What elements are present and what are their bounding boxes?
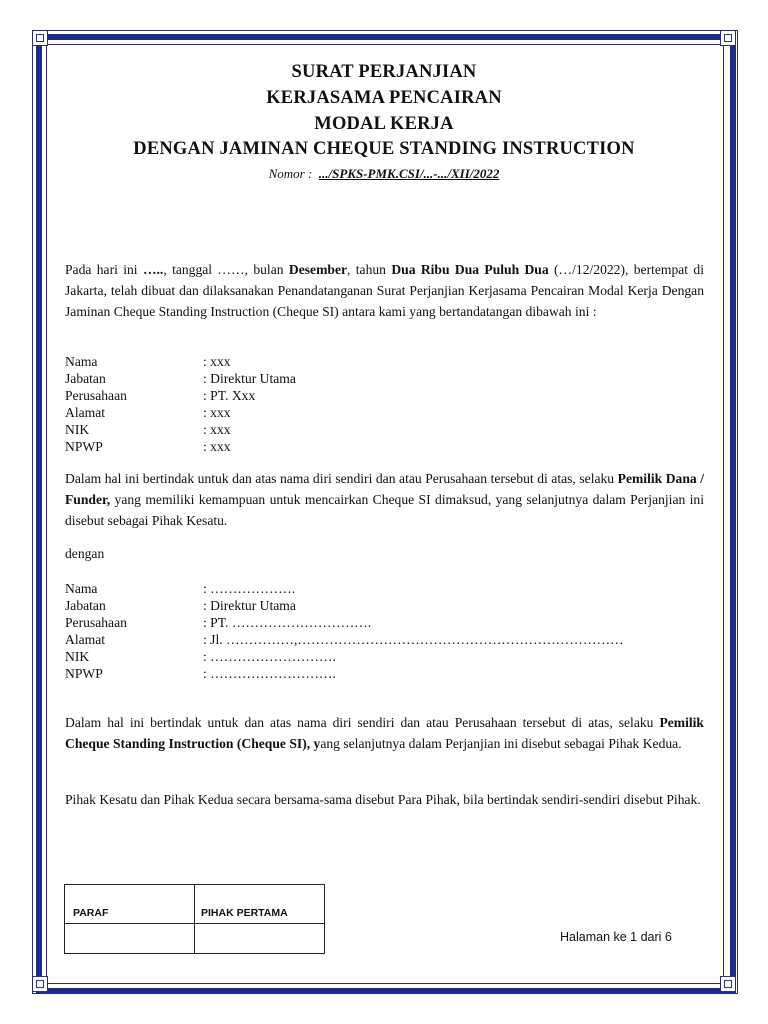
field-label: Nama [65, 354, 98, 369]
intro-year: Dua Ribu Dua Puluh Dua [391, 262, 549, 277]
page-number: Halaman ke 1 dari 6 [560, 930, 672, 944]
field-value: : ………………………. [203, 666, 336, 681]
dengan-text: dengan [65, 546, 105, 561]
field-label: Jabatan [65, 371, 106, 386]
field-value: : ………………………. [203, 649, 336, 664]
pihak-pertama-cell [195, 885, 325, 924]
paraf-sign-cell[interactable] [65, 924, 195, 954]
party1-field-row [65, 353, 231, 370]
party1-text: yang memiliki kemampuan untuk mencairkan Cheque SI dimaksud, yang selanjutnya dalam Perjanjian ini disebut sebagai Pihak Kesatu. [65, 492, 704, 528]
party1-role: Pemilik Dana / Funder, [65, 471, 705, 507]
intro-text: Pada hari ini [65, 262, 143, 277]
field-label: NIK [65, 649, 90, 664]
pihak-pertama-sign-cell[interactable] [195, 924, 325, 954]
party1-field-row [65, 404, 231, 421]
field-label: NIK [65, 422, 90, 437]
document-number-value: .../SPKS-PMK.CSI/...-.../XII/2022 [318, 166, 500, 181]
field-label: Alamat [65, 405, 106, 420]
field-value: : ………………. [203, 581, 296, 596]
party1-field-row [65, 438, 231, 455]
border-corner-bottom-left [32, 976, 48, 992]
party1-field-row [65, 421, 231, 438]
party2-description [65, 712, 704, 754]
field-label: Alamat [65, 632, 106, 647]
field-value: : PT. …………………………. [203, 615, 372, 630]
intro-paragraph [65, 259, 704, 322]
paraf-cell [65, 885, 195, 924]
paraf-table [64, 884, 325, 954]
closing-paragraph: Pihak Kesatu dan Pihak Kedua secara bersama-sama disebut Para Pihak, bila bertindak sendiri-sendiri disebut Pihak. [65, 792, 701, 807]
field-label: NPWP [65, 666, 103, 681]
party1-text: Dalam hal ini bertindak untuk dan atas nama diri sendiri dan atau Perusahaan tersebut di atas, selaku [65, 471, 618, 486]
paraf-label: PARAF [73, 907, 109, 919]
border-corner-top-left [32, 30, 48, 46]
document-number [0, 166, 768, 182]
field-value: : xxx [203, 405, 231, 420]
party2-role: Pemilik Cheque Standing Instruction (Cheque SI), y [65, 715, 704, 751]
intro-month: Desember [288, 262, 348, 277]
field-label: Jabatan [65, 598, 106, 613]
intro-text: , tanggal ……, bulan [163, 262, 289, 277]
intro-text: (…/12/2022), bertempat di Jakarta, telah dibuat dan dilaksanakan Penandatanganan Surat Perjanjian Kerjasama Pencairan Modal Kerja Dengan Jaminan Cheque Standing Instruction (Cheque SI) antara kami yang bertandatangan dibawah ini : [65, 262, 704, 319]
party1-description [65, 468, 704, 531]
document-number-label: Nomor : [268, 166, 313, 181]
border-corner-bottom-right [720, 976, 736, 992]
party1-field-row [65, 387, 255, 404]
party2-text: ang selanjutnya dalam Perjanjian ini disebut sebagai Pihak Kedua. [320, 736, 682, 751]
party2-field-row [65, 614, 371, 631]
border-corner-top-right [720, 30, 736, 46]
party2-field-row [65, 597, 296, 614]
party1-field-row [65, 370, 296, 387]
party2-field-row [65, 580, 295, 597]
party2-field-row [65, 648, 336, 665]
field-value: : xxx [203, 354, 231, 369]
field-value: : Jl. ……………,……………………………………………………………… [203, 632, 624, 647]
document-title-line-3: MODAL KERJA [314, 114, 454, 134]
party2-field-row [65, 665, 336, 682]
party2-field-row [65, 631, 624, 648]
field-value: : Direktur Utama [203, 598, 296, 613]
field-value: : PT. Xxx [203, 388, 256, 403]
field-label: Perusahaan [65, 388, 127, 403]
field-value: : xxx [203, 439, 231, 454]
pihak-pertama-label: PIHAK PERTAMA [201, 907, 288, 919]
document-title-line-1: SURAT PERJANJIAN [291, 62, 477, 82]
field-label: NPWP [65, 439, 103, 454]
field-value: : xxx [203, 422, 231, 437]
field-value: : Direktur Utama [203, 371, 296, 386]
field-label: Nama [65, 581, 98, 596]
field-label: Perusahaan [65, 615, 127, 630]
document-title-line-2: KERJASAMA PENCAIRAN [266, 88, 502, 108]
intro-day: ….. [142, 262, 164, 277]
party2-text: Dalam hal ini bertindak untuk dan atas nama diri sendiri dan atau Perusahaan tersebut di atas, selaku [65, 715, 660, 730]
intro-text: , tahun [347, 262, 392, 277]
document-title-line-4: DENGAN JAMINAN CHEQUE STANDING INSTRUCTION [133, 139, 635, 159]
